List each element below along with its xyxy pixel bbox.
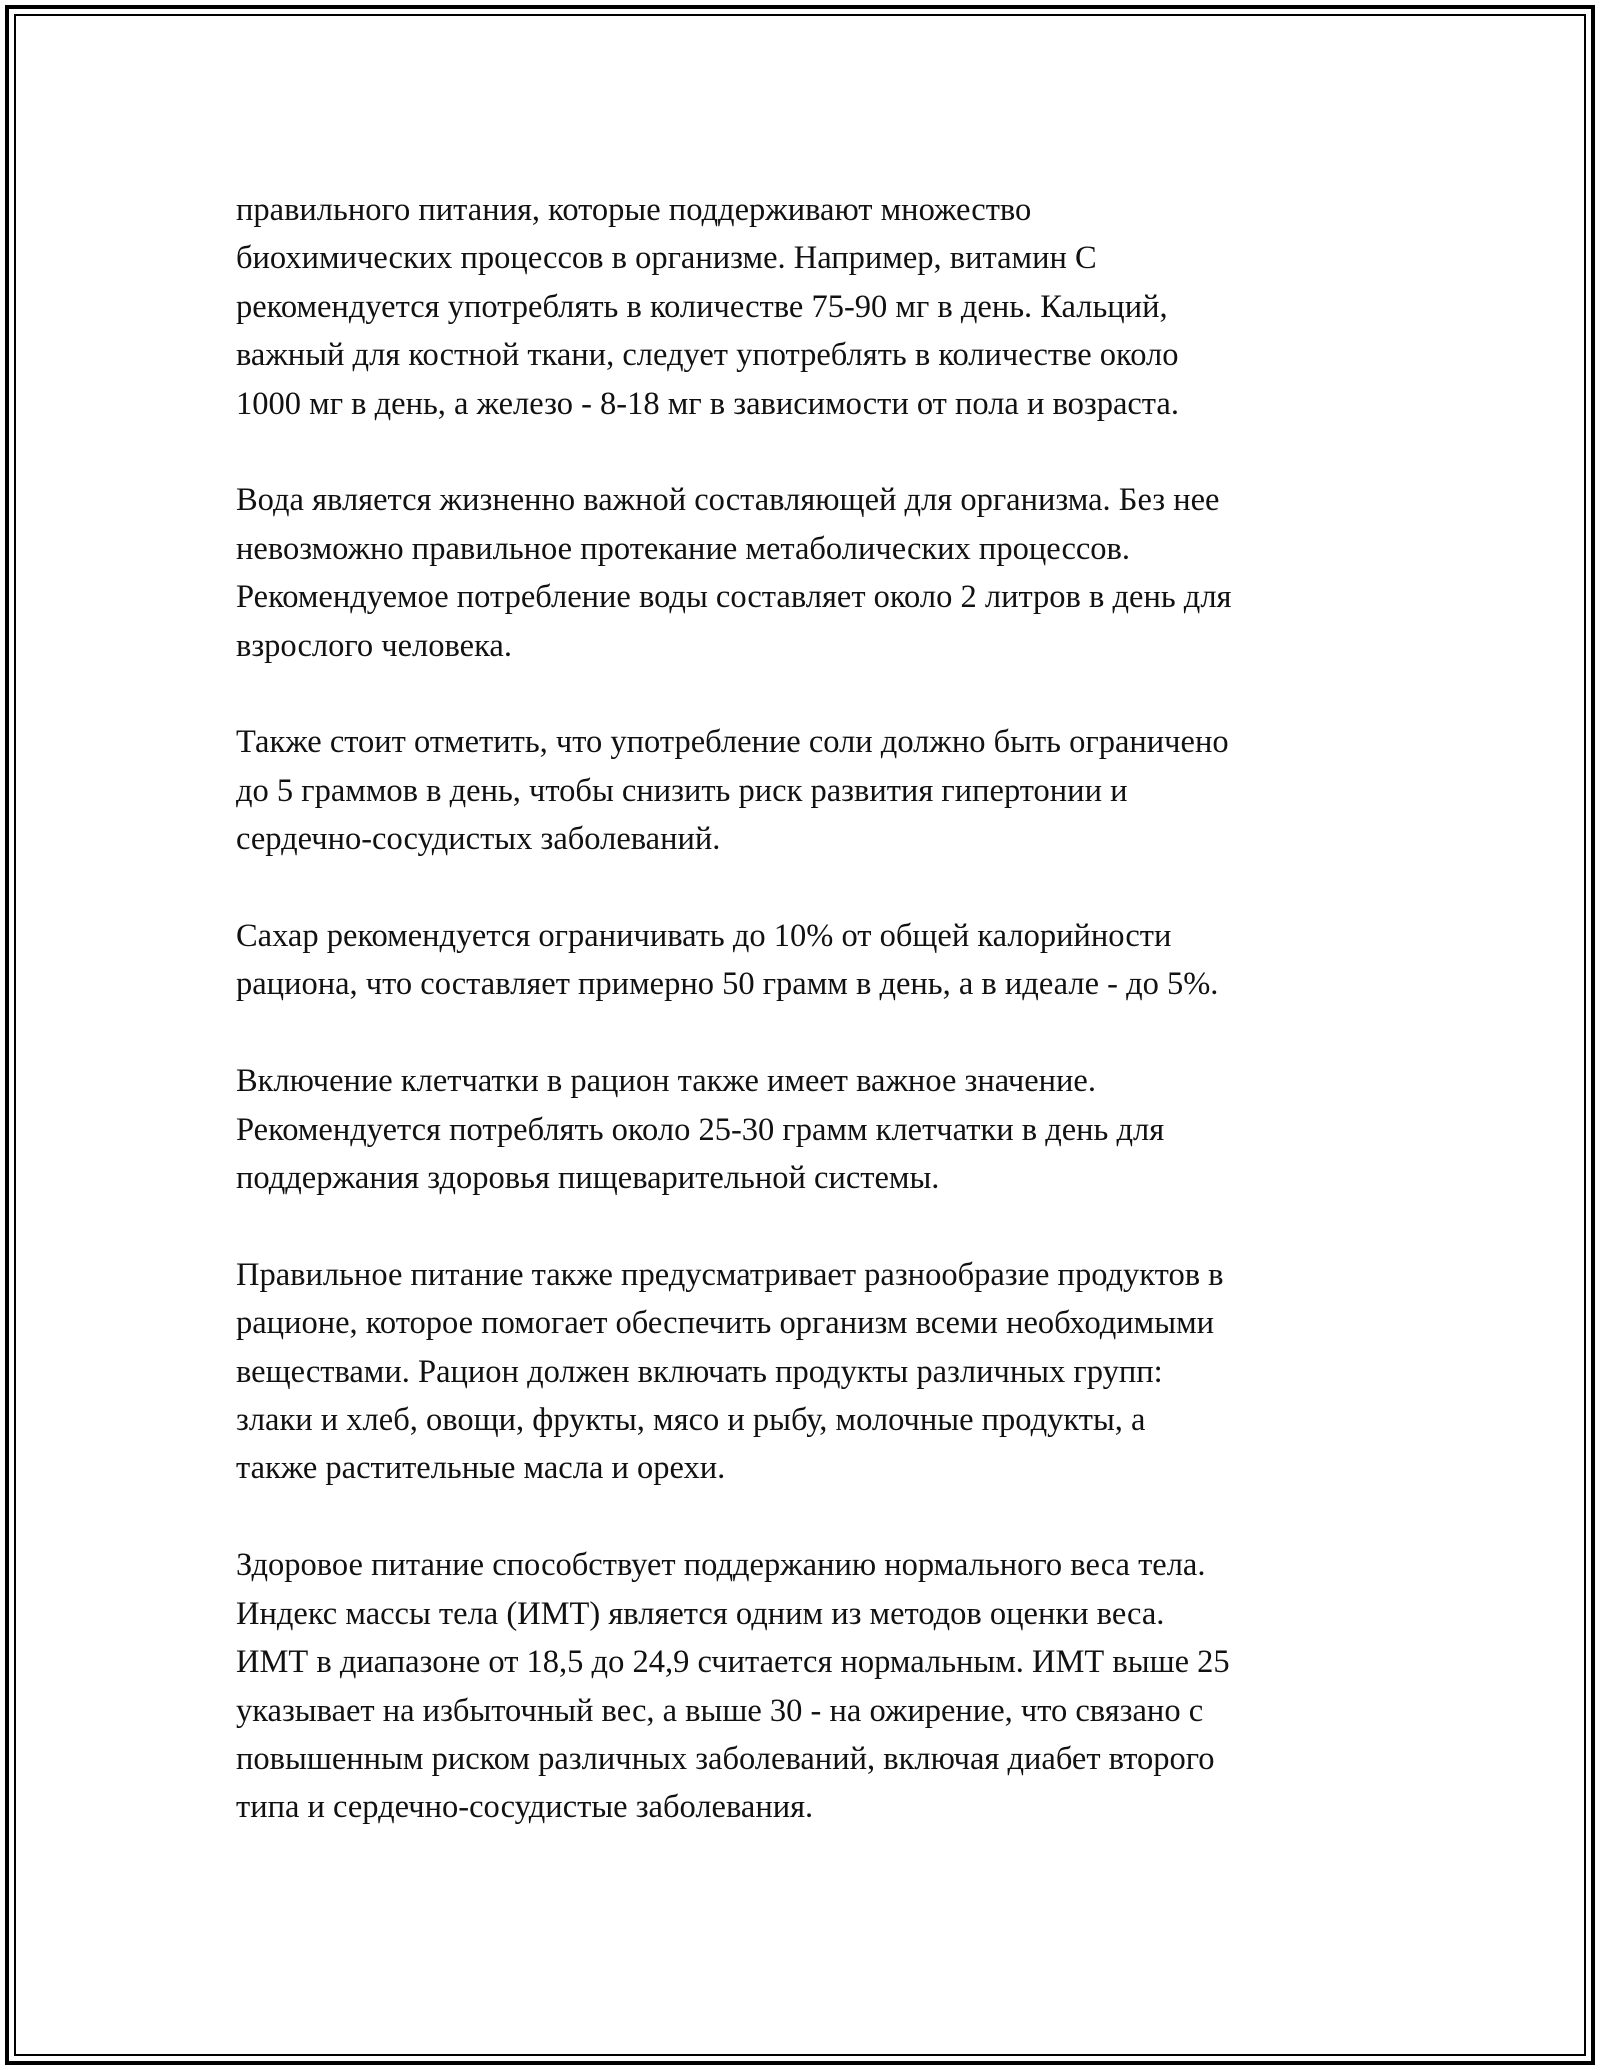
- paragraph-variety: Правильное питание также предусматривает разнообразие продуктов в рационе, которое помогает обеспечить организм всеми необходимыми веществами. Рацион должен включать продукты различных групп: злаки и хлеб, овощи, фрукты, мясо и рыбу, молочные продукты, а также растительные масла и орехи.: [236, 1256, 1224, 1487]
- document-body: [236, 186, 1386, 1880]
- paragraph-bmi: Здоровое питание способствует поддержанию нормального веса тела. Индекс массы тела (ИМТ) является одним из методов оценки веса. ИМТ в диапазоне от 18,5 до 24,9 считается нормальным. ИМТ выше 25 указывает на избыточный вес, а выше 30 - на ожирение, что связано с повышенным риском различных заболеваний, включая диабет второго типа и сердечно-сосудистые заболевания.: [236, 1547, 1230, 1826]
- paragraph-fiber: Включение клетчатки в рацион также имеет важное значение. Рекомендуется потреблять около 25-30 грамм клетчатки в день для поддержания здоровья пищеварительной системы.: [236, 1063, 1165, 1197]
- paragraph-salt: Также стоит отметить, что употребление соли должно быть ограничено до 5 граммов в день, чтобы снизить риск развития гипертонии и сердечно-сосудистых заболеваний.: [236, 724, 1229, 858]
- paragraph-sugar: Сахар рекомендуется ограничивать до 10% от общей калорийности рациона, что составляет примерно 50 грамм в день, а в идеале - до 5%.: [236, 918, 1219, 1003]
- paragraph-water: Вода является жизненно важной составляющей для организма. Без нее невозможно правильное протекание метаболических процессов. Рекомендуемое потребление воды составляет около 2 литров в день для взрослого человека.: [236, 482, 1232, 664]
- paragraph-micronutrients: правильного питания, которые поддерживают множество биохимических процессов в организме. Например, витамин С рекомендуется употреблять в количестве 75-90 мг в день. Кальций, важный для костной ткани, следует употреблять в количестве около 1000 мг в день, а железо - 8-18 мг в зависимости от пола и возраста.: [236, 192, 1179, 422]
